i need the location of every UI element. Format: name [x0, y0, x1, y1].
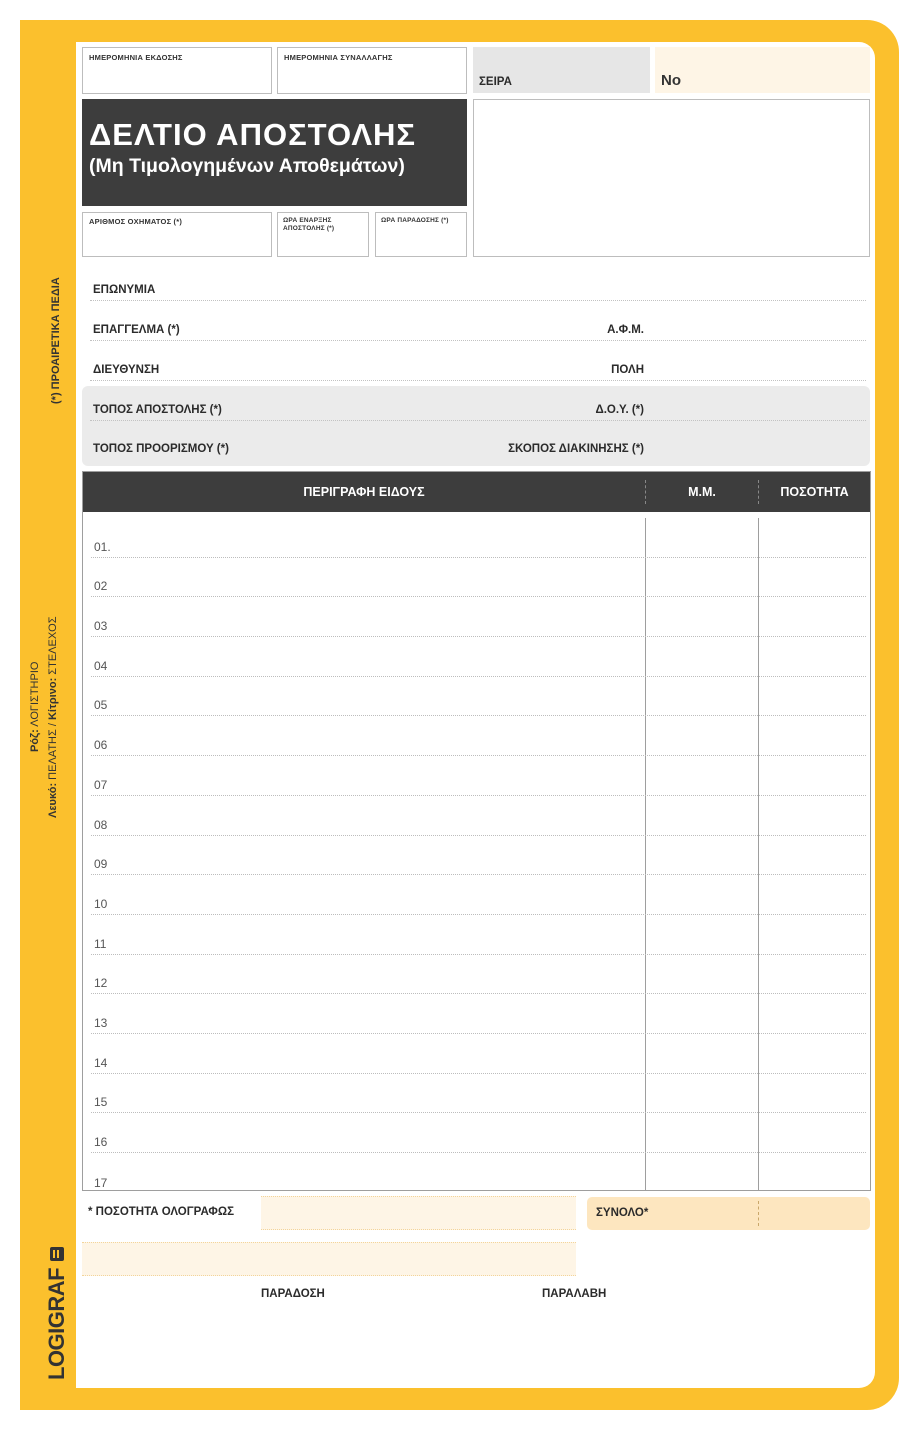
table-row[interactable] — [91, 994, 866, 1034]
row-number: 06 — [94, 738, 108, 753]
issue-date-field[interactable] — [82, 47, 272, 94]
table-row[interactable] — [91, 955, 866, 995]
delivery-time-label: ΩΡΑ ΠΑΡΑΔΟΣΗΣ (*) — [381, 217, 449, 224]
row-number: 13 — [94, 1016, 108, 1031]
profession-line[interactable] — [90, 318, 866, 341]
logigraf-book-icon — [49, 1246, 65, 1262]
items-table — [82, 471, 871, 1191]
table-row[interactable] — [91, 1034, 866, 1074]
issuer-box[interactable] — [473, 99, 870, 257]
document-subtitle: (Μη Τιμολογημένων Αποθεμάτων) — [89, 155, 405, 177]
address-label: ΔΙΕΥΘΥΝΣΗ — [93, 364, 160, 376]
table-row[interactable] — [91, 1114, 866, 1154]
row-number: 16 — [94, 1135, 108, 1150]
table-row[interactable] — [91, 915, 866, 955]
brand-logo: LOGIGRAF — [44, 1246, 70, 1380]
profession-label: ΕΠΑΓΓΕΛΜΑ (*) — [93, 324, 180, 336]
series-label: ΣΕΙΡΑ — [479, 76, 512, 88]
table-row[interactable] — [91, 518, 866, 558]
tax-office-label: Δ.Ο.Υ. (*) — [595, 404, 644, 416]
total-divider — [758, 1201, 759, 1226]
row-number: 03 — [94, 619, 108, 634]
receipt-label: ΠΑΡΑΛΑΒΗ — [542, 1288, 607, 1300]
vehicle-number-field[interactable] — [82, 212, 272, 257]
row-number: 01. — [94, 539, 111, 554]
row-number: 11 — [94, 936, 107, 951]
table-row[interactable] — [91, 558, 866, 598]
number-label: No — [661, 72, 681, 89]
table-row[interactable] — [91, 637, 866, 677]
document-title-block — [82, 99, 467, 206]
purpose-label: ΣΚΟΠΟΣ ΔΙΑΚΙΝΗΣΗΣ (*) — [508, 443, 644, 455]
items-table-header — [83, 472, 870, 512]
transaction-date-label: ΗΜΕΡΟΜΗΝΙΑ ΣΥΝΑΛΛΑΓΗΣ — [284, 53, 393, 62]
name-line[interactable] — [90, 278, 866, 301]
row-number: 10 — [94, 896, 108, 911]
address-line[interactable] — [90, 358, 866, 381]
dispatch-place-line[interactable] — [90, 398, 866, 421]
vehicle-number-label: ΑΡΙΘΜΟΣ ΟΧΗΜΑΤΟΣ (*) — [89, 217, 183, 226]
row-number: 09 — [94, 857, 108, 872]
header-quantity: ΠΟΣΟΤΗΤΑ — [780, 485, 849, 499]
total-field[interactable] — [587, 1197, 870, 1230]
copy-distribution-line2: Λευκό: ΠΕΛΑΤΗΣ / Κίτρινο: ΣΤΕΛΕΧΟΣ — [47, 616, 59, 818]
destination-line[interactable] — [90, 437, 866, 460]
document-title: ΔΕΛΤΙΟ ΑΠΟΣΤΟΛΗΣ — [89, 117, 416, 152]
row-number: 04 — [94, 658, 108, 673]
number-field — [655, 47, 870, 93]
row-number: 12 — [94, 976, 108, 991]
dispatch-place-label: ΤΟΠΟΣ ΑΠΟΣΤΟΛΗΣ (*) — [93, 404, 222, 416]
row-number: 15 — [94, 1095, 108, 1110]
vat-label: Α.Φ.Μ. — [607, 324, 644, 336]
table-row[interactable] — [91, 1153, 866, 1193]
row-number: 02 — [94, 579, 108, 594]
start-time-field[interactable] — [277, 212, 369, 257]
delivery-time-field[interactable] — [375, 212, 467, 257]
delivery-label: ΠΑΡΑΔΟΣΗ — [261, 1288, 325, 1300]
copy-distribution-line1: Ρόζ: ΛΟΓΙΣΤΗΡΙΟ — [29, 661, 41, 752]
table-row[interactable] — [91, 1074, 866, 1114]
name-label: ΕΠΩΝΥΜΙΑ — [93, 284, 156, 296]
table-row[interactable] — [91, 677, 866, 717]
table-row[interactable] — [91, 717, 866, 757]
header-description: ΠΕΡΙΓΡΑΦΗ ΕΙΔΟΥΣ — [303, 485, 425, 499]
header-unit: Μ.Μ. — [688, 485, 716, 499]
table-row[interactable] — [91, 796, 866, 836]
quantity-words-field-2[interactable] — [82, 1242, 576, 1276]
total-label: ΣΥΝΟΛΟ* — [596, 1207, 649, 1219]
issue-date-label: ΗΜΕΡΟΜΗΝΙΑ ΕΚΔΟΣΗΣ — [89, 53, 183, 62]
row-number: 17 — [94, 1175, 108, 1190]
destination-label: ΤΟΠΟΣ ΠΡΟΟΡΙΣΜΟΥ (*) — [93, 443, 229, 455]
row-number: 07 — [94, 777, 108, 792]
optional-fields-note: (*) ΠΡΟΑΙΡΕΤΙΚΑ ΠΕΔΙΑ — [50, 277, 62, 404]
transaction-date-field[interactable] — [277, 47, 467, 94]
row-number: 08 — [94, 817, 108, 832]
row-number: 05 — [94, 698, 108, 713]
series-field[interactable] — [473, 47, 650, 93]
table-row[interactable] — [91, 597, 866, 637]
table-row[interactable] — [91, 875, 866, 915]
row-number: 14 — [94, 1055, 108, 1070]
table-row[interactable] — [91, 756, 866, 796]
quantity-words-label: * ΠΟΣΟΤΗΤΑ ΟΛΟΓΡΑΦΩΣ — [88, 1206, 234, 1218]
table-row[interactable] — [91, 836, 866, 876]
quantity-words-field[interactable] — [261, 1196, 576, 1230]
city-label: ΠΟΛΗ — [611, 364, 644, 376]
start-time-label: ΩΡΑ ΕΝΑΡΞΗΣ ΑΠΟΣΤΟΛΗΣ (*) — [283, 217, 335, 232]
